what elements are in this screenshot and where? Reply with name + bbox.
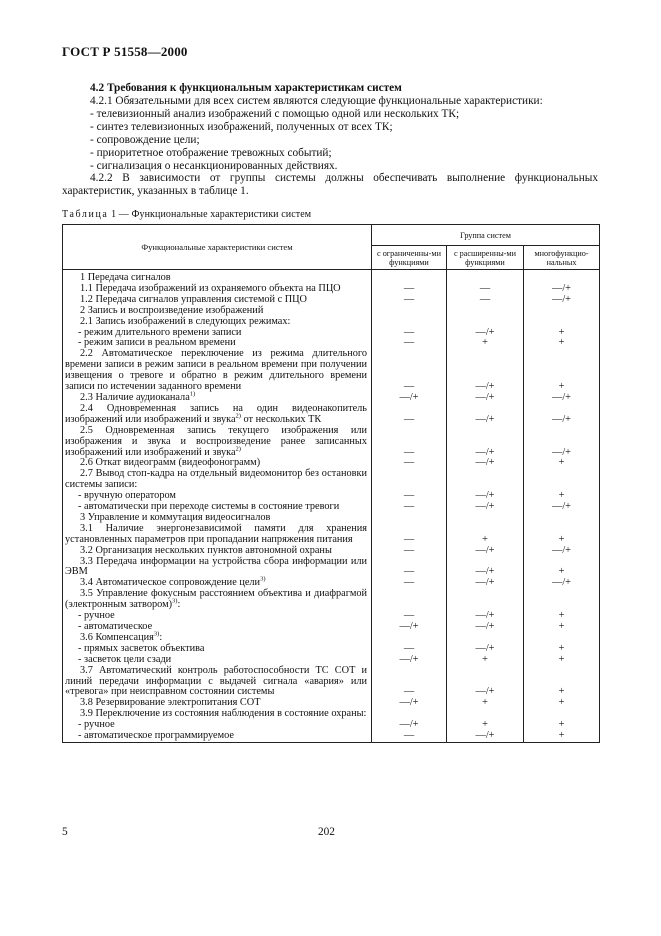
row-label-text: 2.6 Откат видеограмм (видеофонограмм) bbox=[80, 457, 261, 469]
cell-extended bbox=[447, 270, 524, 284]
cell-multifunctional: + bbox=[524, 349, 600, 393]
cell-extended: —/+ bbox=[447, 393, 524, 404]
row-label-text: - автоматическое программируемое bbox=[78, 730, 234, 742]
cell-multifunctional: + bbox=[524, 611, 600, 622]
cell-multifunctional: + bbox=[524, 458, 600, 469]
cell-limited: — bbox=[372, 546, 447, 557]
cell-limited: — bbox=[372, 644, 447, 655]
header-extended: с расширенны-ми функциями bbox=[447, 246, 524, 270]
table-caption bbox=[62, 209, 311, 220]
row-label-text: 3.3 Передача информации на устройства сбора информации или ЭВМ bbox=[65, 555, 367, 578]
footnote-mark: 3) bbox=[260, 575, 266, 583]
footnote-mark: 1) bbox=[189, 390, 196, 398]
row-label-text: 3.9 Переключение из состояния наблюдения в состояние охраны: bbox=[80, 708, 367, 720]
row-label-text: - ручное bbox=[78, 610, 115, 622]
cell-limited: — bbox=[372, 731, 447, 742]
row-label-text: 2 Запись и воспроизведение изображений bbox=[80, 304, 264, 316]
cell-extended: —/+ bbox=[447, 557, 524, 579]
cell-limited: — bbox=[372, 328, 447, 339]
row-label bbox=[63, 404, 372, 426]
cell-limited: —/+ bbox=[372, 720, 447, 731]
row-label-text: 3.5 Управление фокусным расстоянием объектива и диафрагмой (электронным затвором) bbox=[65, 588, 367, 611]
cell-multifunctional bbox=[524, 513, 600, 524]
table-row bbox=[63, 709, 600, 720]
table-row bbox=[63, 469, 600, 491]
row-label-text: 1.2 Передача сигналов управления системой с ПЦО bbox=[80, 293, 307, 305]
list-item: - синтез телевизионных изображений, полученных от всех ТК; bbox=[90, 121, 393, 133]
cell-extended: + bbox=[447, 720, 524, 731]
cell-multifunctional: —/+ bbox=[524, 284, 600, 295]
table-row bbox=[63, 589, 600, 611]
cell-multifunctional: —/+ bbox=[524, 502, 600, 513]
document-header: ГОСТ Р 51558—2000 bbox=[62, 44, 188, 59]
page-number-left: 5 bbox=[62, 826, 68, 838]
cell-extended bbox=[447, 317, 524, 328]
table-row bbox=[63, 666, 600, 699]
table-caption-word: Таблица bbox=[62, 209, 109, 220]
cell-extended: + bbox=[447, 698, 524, 709]
cell-limited: —/+ bbox=[372, 698, 447, 709]
cell-extended bbox=[447, 306, 524, 317]
cell-multifunctional: + bbox=[524, 644, 600, 655]
header-characteristics: Функциональные характеристики систем bbox=[63, 225, 372, 270]
cell-multifunctional: —/+ bbox=[524, 404, 600, 426]
list-item: - приоритетное отображение тревожных событий; bbox=[90, 147, 332, 159]
cell-limited: — bbox=[372, 404, 447, 426]
table-row bbox=[63, 524, 600, 546]
row-label-tail: : bbox=[159, 631, 163, 643]
cell-multifunctional: + bbox=[524, 491, 600, 502]
cell-multifunctional: + bbox=[524, 328, 600, 339]
footnote-mark: 3) bbox=[172, 597, 178, 605]
cell-multifunctional bbox=[524, 317, 600, 328]
cell-multifunctional bbox=[524, 469, 600, 491]
cell-extended: —/+ bbox=[447, 731, 524, 742]
row-label-text: 3.6 Компенсация bbox=[80, 631, 154, 643]
row-label bbox=[63, 557, 372, 579]
header-limited: с ограниченны-ми функциями bbox=[372, 246, 447, 270]
cell-multifunctional: —/+ bbox=[524, 426, 600, 459]
cell-limited: — bbox=[372, 338, 447, 349]
row-label-text: 3.2 Организация нескольких пунктов автономной охраны bbox=[80, 544, 332, 556]
cell-extended: + bbox=[447, 655, 524, 666]
cell-extended bbox=[447, 589, 524, 611]
row-label bbox=[63, 469, 372, 491]
row-label-text: - режим записи в реальном времени bbox=[78, 337, 236, 349]
row-label-text: 2.1 Запись изображений в следующих режимах: bbox=[80, 315, 291, 327]
table-row bbox=[63, 731, 600, 742]
cell-extended: —/+ bbox=[447, 546, 524, 557]
cell-multifunctional: + bbox=[524, 622, 600, 633]
table-row bbox=[63, 270, 600, 284]
row-label bbox=[63, 589, 372, 611]
footnote-mark: 3) bbox=[153, 630, 160, 638]
footnote-mark: 2) bbox=[235, 412, 241, 420]
cell-multifunctional bbox=[524, 270, 600, 284]
row-label-text: 3.7 Автоматический контроль работоспособности ТС СОТ и линий передачи информации с выдачей сигнала «авария» или «тревога» при неисправном состоянии системы bbox=[65, 664, 367, 698]
row-label bbox=[63, 270, 372, 284]
cell-extended bbox=[447, 513, 524, 524]
row-label-text: 2.7 Вывод стоп-кадра на отдельный видеомонитор без остановки системы записи: bbox=[65, 468, 367, 491]
cell-multifunctional bbox=[524, 306, 600, 317]
cell-extended: — bbox=[447, 284, 524, 295]
row-label bbox=[63, 524, 372, 546]
row-label-tail: от нескольких ТК bbox=[240, 413, 322, 425]
row-label-text: - режим длительного времени записи bbox=[78, 326, 242, 338]
cell-limited: — bbox=[372, 349, 447, 393]
cell-limited: —/+ bbox=[372, 393, 447, 404]
cell-multifunctional: —/+ bbox=[524, 393, 600, 404]
cell-multifunctional: + bbox=[524, 731, 600, 742]
row-label-text: 1.1 Передача изображений из охраняемого объекта на ПЦО bbox=[80, 282, 341, 294]
cell-limited bbox=[372, 317, 447, 328]
cell-multifunctional: + bbox=[524, 524, 600, 546]
cell-extended: —/+ bbox=[447, 404, 524, 426]
cell-limited bbox=[372, 469, 447, 491]
cell-limited: —/+ bbox=[372, 622, 447, 633]
row-label-text: 2.4 Одновременная запись на один видеонакопитель изображений или изображений и звука bbox=[65, 402, 367, 425]
cell-multifunctional: —/+ bbox=[524, 295, 600, 306]
table-caption-text: 1 — Функциональные характеристики систем bbox=[111, 209, 312, 220]
cell-extended: —/+ bbox=[447, 644, 524, 655]
list-item: - сигнализация о несанкционированных действиях. bbox=[90, 160, 338, 172]
header-system-group: Группа систем bbox=[372, 225, 600, 246]
paragraph-4-2-2: 4.2.2 В зависимости от группы системы должны обеспечивать выполнение функциональных характеристик, указанных в таблице 1. bbox=[62, 172, 598, 197]
cell-extended: —/+ bbox=[447, 502, 524, 513]
cell-multifunctional: + bbox=[524, 557, 600, 579]
cell-multifunctional: —/+ bbox=[524, 546, 600, 557]
cell-limited: — bbox=[372, 491, 447, 502]
cell-extended: —/+ bbox=[447, 622, 524, 633]
cell-limited: — bbox=[372, 426, 447, 459]
cell-limited bbox=[372, 513, 447, 524]
row-label-text: 2.3 Наличие аудиоканала bbox=[80, 391, 190, 403]
table-body bbox=[63, 270, 600, 743]
cell-limited bbox=[372, 306, 447, 317]
row-label-tail: : bbox=[177, 599, 181, 611]
row-label bbox=[63, 731, 372, 742]
cell-extended bbox=[447, 469, 524, 491]
cell-extended: —/+ bbox=[447, 611, 524, 622]
row-label-text: - вручную оператором bbox=[78, 490, 176, 502]
cell-multifunctional: + bbox=[524, 666, 600, 699]
cell-multifunctional: + bbox=[524, 338, 600, 349]
table-row bbox=[63, 404, 600, 426]
row-label-text: - прямых засветок объектива bbox=[78, 642, 205, 654]
cell-extended: —/+ bbox=[447, 426, 524, 459]
row-label bbox=[63, 426, 372, 459]
cell-limited: — bbox=[372, 295, 447, 306]
cell-extended: + bbox=[447, 524, 524, 546]
cell-extended: —/+ bbox=[447, 349, 524, 393]
row-label bbox=[63, 349, 372, 393]
functional-characteristics-table bbox=[62, 224, 600, 743]
row-label-text: - автоматическое bbox=[78, 621, 153, 632]
cell-limited bbox=[372, 589, 447, 611]
cell-extended: —/+ bbox=[447, 491, 524, 502]
table-row bbox=[63, 349, 600, 393]
row-label-text: 3 Управление и коммутация видеосигналов bbox=[80, 511, 271, 523]
cell-multifunctional: + bbox=[524, 655, 600, 666]
cell-multifunctional: + bbox=[524, 698, 600, 709]
cell-extended: —/+ bbox=[447, 578, 524, 589]
cell-limited: — bbox=[372, 611, 447, 622]
cell-limited: —/+ bbox=[372, 655, 447, 666]
cell-multifunctional bbox=[524, 589, 600, 611]
row-label-text: 3.8 Резервирование электропитания СОТ bbox=[80, 697, 261, 709]
cell-extended: —/+ bbox=[447, 458, 524, 469]
table-row bbox=[63, 557, 600, 579]
row-label bbox=[63, 666, 372, 699]
row-label-text: 3.1 Наличие энергонезависимой памяти для хранения установленных параметров при пропадании напряжения питания bbox=[65, 522, 367, 545]
row-label-text: 2.2 Автоматическое переключение из режима длительного времени записи в режим записи в реальном времени при получении извещения о тревоге и обратно в режим длительного времени записи по истечении заданного времени bbox=[65, 348, 367, 393]
cell-limited: — bbox=[372, 458, 447, 469]
footnote-mark: 2) bbox=[235, 445, 241, 453]
page-number-center: 202 bbox=[318, 826, 335, 838]
cell-limited: — bbox=[372, 502, 447, 513]
cell-limited: — bbox=[372, 578, 447, 589]
cell-extended: —/+ bbox=[447, 328, 524, 339]
row-label-text: 3.4 Автоматическое сопровождение цели bbox=[80, 577, 261, 589]
cell-limited: — bbox=[372, 666, 447, 699]
cell-extended: + bbox=[447, 338, 524, 349]
cell-multifunctional: + bbox=[524, 720, 600, 731]
row-label-text: 2.5 Одновременная запись текущего изображения или изображения и звука и воспроизведение ранее записанных изображений или изображений и звука bbox=[65, 424, 367, 458]
row-label-text: - ручное bbox=[78, 719, 115, 731]
cell-limited bbox=[372, 270, 447, 284]
row-label-text: - автоматически при переходе системы в состояние тревоги bbox=[78, 501, 340, 513]
cell-limited: — bbox=[372, 557, 447, 579]
row-label-text: 1 Передача сигналов bbox=[80, 272, 171, 283]
paragraph-4-2-1: 4.2.1 Обязательными для всех систем являются следующие функциональные характеристики: bbox=[90, 95, 543, 107]
list-item: - сопровождение цели; bbox=[90, 134, 200, 146]
cell-extended: — bbox=[447, 295, 524, 306]
header-multifunctional: многофункцио-нальных bbox=[524, 246, 600, 270]
cell-limited: — bbox=[372, 524, 447, 546]
row-label-text: - засветок цели сзади bbox=[78, 653, 172, 665]
table-row bbox=[63, 426, 600, 459]
cell-limited: — bbox=[372, 284, 447, 295]
section-title: 4.2 Требования к функциональным характеристикам систем bbox=[90, 82, 402, 94]
cell-extended: —/+ bbox=[447, 666, 524, 699]
list-item: - телевизионный анализ изображений с помощью одной или нескольких ТК; bbox=[90, 108, 460, 120]
cell-multifunctional: —/+ bbox=[524, 578, 600, 589]
